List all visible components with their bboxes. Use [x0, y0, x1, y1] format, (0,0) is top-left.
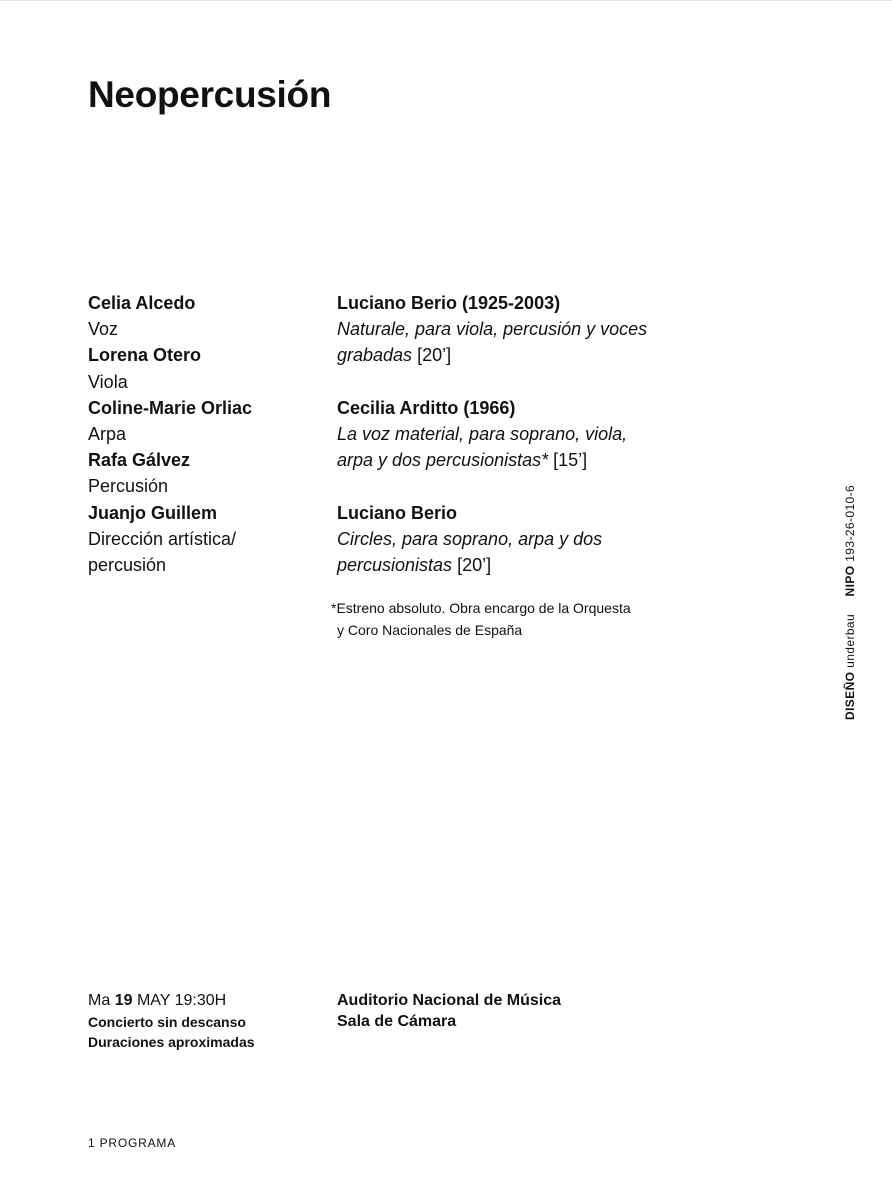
venue-room: Sala de Cámara	[337, 1013, 457, 1030]
footnote-line: y Coro Nacionales de España	[337, 621, 523, 638]
event-details	[88, 990, 328, 1052]
composer-name: Luciano Berio (1925-2003)	[337, 293, 561, 313]
program-list	[337, 290, 697, 578]
piece-duration: [20’]	[457, 555, 492, 575]
page-title: Neopercusión	[88, 74, 332, 115]
footnote-line: *Estreno absoluto. Obra encargo de la Orquesta	[331, 600, 631, 616]
piece-title: grabadas	[337, 345, 413, 366]
event-day: 19	[114, 992, 133, 1009]
piece-duration: [15’]	[553, 450, 588, 471]
piece-title: arpa y dos percusionistas*	[337, 450, 549, 471]
page-number: 1	[88, 1136, 96, 1150]
section-label: PROGRAMA	[99, 1136, 177, 1150]
top-border	[0, 0, 892, 1]
performers-list	[88, 290, 308, 578]
performer-role: Percusión	[88, 476, 169, 497]
performer-name: Celia Alcedo	[88, 293, 196, 313]
design-value: underbau	[843, 613, 857, 668]
nipo-value: 193-26-010-6	[843, 484, 857, 562]
design-label: DISEÑO	[843, 671, 857, 720]
performer-name: Juanjo Guillem	[88, 502, 218, 523]
program-item	[337, 395, 697, 474]
piece-duration: [20’]	[417, 345, 452, 366]
event-info: Concierto sin descanso	[88, 1014, 246, 1030]
design-credit	[843, 485, 857, 720]
event-date	[88, 990, 328, 1012]
piece-title: percusionistas	[337, 555, 453, 575]
piece-title: Naturale, para viola, percusión y voces	[337, 319, 648, 340]
performer-name: Lorena Otero	[88, 345, 202, 366]
program-item	[337, 290, 697, 369]
performer-role: Viola	[88, 371, 128, 392]
composer-name: Cecilia Arditto (1966)	[337, 397, 516, 418]
performer-role: Voz	[88, 319, 119, 340]
premiere-footnote	[331, 598, 661, 641]
venue	[337, 990, 561, 1032]
performer-name: Coline-Marie Orliac	[88, 397, 253, 418]
venue-name: Auditorio Nacional de Música	[337, 992, 562, 1009]
nipo-label: NIPO	[843, 565, 857, 597]
piece-title: Circles, para soprano, arpa y dos	[337, 528, 603, 549]
event-info: Duraciones aproximadas	[88, 1034, 255, 1050]
composer-name: Luciano Berio	[337, 502, 458, 523]
piece-title: La voz material, para soprano, viola,	[337, 424, 628, 444]
event-weekday: Ma	[88, 992, 111, 1009]
page-footer	[88, 1135, 176, 1151]
event-time: 19:30H	[174, 992, 227, 1009]
performer-role: percusión	[88, 555, 167, 576]
performer-role: Dirección artística/	[88, 528, 237, 549]
program-item	[337, 500, 697, 579]
performer-name: Rafa Gálvez	[88, 450, 191, 471]
event-month: MAY	[136, 992, 171, 1009]
performer-role: Arpa	[88, 424, 127, 445]
